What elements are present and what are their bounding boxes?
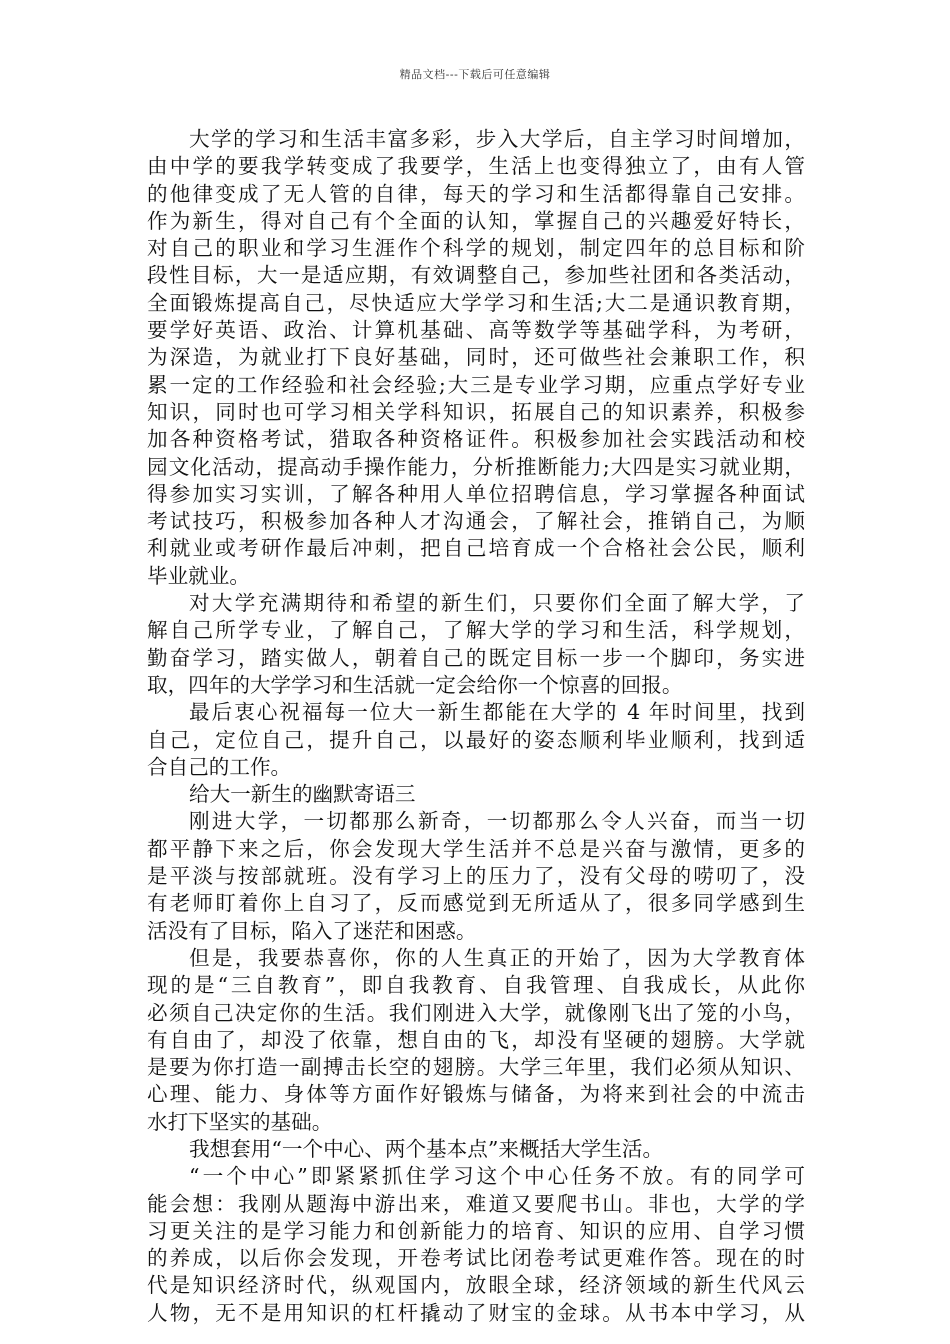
text-line: 现的是“三自教育”，即自我教育、自我管理、自我成长，从此你 [147, 973, 805, 998]
text-line: 解自己所学专业，了解自己，了解大学的学习和生活，科学规划， [147, 618, 805, 643]
text-line: 利就业或考研作最后冲刺，把自己培育成一个合格社会公民，顺利 [147, 536, 805, 561]
text-line: 勤奋学习，踏实做人，朝着自己的既定目标一步一个脚印，务实进 [147, 645, 805, 670]
text-line: 的他律变成了无人管的自律，每天的学习和生活都得靠自己安排。 [147, 181, 805, 206]
text-line: 加各种资格考试，猎取各种资格证件。积极参加社会实践活动和校 [147, 427, 805, 452]
text-line: 代是知识经济时代，纵观国内，放眼全球，经济领域的新生代风云 [147, 1273, 805, 1298]
text-line: 合自己的工作。 [147, 754, 292, 779]
text-line: 园文化活动，提高动手操作能力，分析推断能力;大四是实习就业期， [147, 454, 805, 479]
text-line: 给大一新生的幽默寄语三 [189, 782, 416, 807]
text-line: 考试技巧，积极参加各种人才沟通会，了解社会，推销自己，为顺 [147, 509, 805, 534]
text-line: “一个中心”即紧紧抓住学习这个中心任务不放。有的同学可 [189, 1164, 805, 1189]
paragraph [147, 781, 805, 808]
text-line: 活没有了目标，陷入了迷茫和困惑。 [147, 918, 477, 943]
paragraph [147, 590, 805, 699]
text-line: 刚进大学，一切都那么新奇，一切都那么令人兴奋，而当一切 [189, 809, 805, 834]
text-line: 要学好英语、政治、计算机基础、高等数学等基础学科，为考研， [147, 318, 805, 343]
text-line: 作为新生，得对自己有个全面的认知，掌握自己的兴趣爱好特长， [147, 208, 805, 233]
text-line: 都平静下来之后，你会发现大学生活并不总是兴奋与激情，更多的 [147, 836, 805, 861]
text-line: 能会想：我刚从题海中游出来，难道又要爬书山。非也，大学的学 [147, 1191, 805, 1216]
text-line: 的养成，以后你会发现，开卷考试比闭卷考试更难作答。现在的时 [147, 1246, 805, 1271]
paragraph [147, 1163, 805, 1327]
text-line: 毕业就业。 [147, 563, 250, 588]
page-header: 精品文档---下载后可任意编辑 [399, 68, 551, 81]
text-line: 知识，同时也可学习相关学科知识，拓展自己的知识素养，积极参 [147, 399, 805, 424]
text-line: 由中学的要我学转变成了我要学，生活上也变得独立了，由有人管 [147, 154, 805, 179]
paragraph [147, 945, 805, 1136]
text-line: 必须自己决定你的生活。我们刚进入大学，就像刚飞出了笼的小鸟， [147, 1000, 805, 1025]
text-line: 得参加实习实训，了解各种用人单位招聘信息，学习掌握各种面试 [147, 481, 805, 506]
text-line: 是要为你打造一副搏击长空的翅膀。大学三年里，我们必须从知识、 [147, 1055, 805, 1080]
text-line: 对自己的职业和学习生涯作个科学的规划，制定四年的总目标和阶 [147, 236, 805, 261]
text-line: 有老师盯着你上自习了，反而感觉到无所适从了，很多同学感到生 [147, 891, 805, 916]
text-line: 最后衷心祝福每一位大一新生都能在大学的 4 年时间里，找到 [189, 700, 805, 725]
text-line: 为深造，为就业打下良好基础，同时，还可做些社会兼职工作，积 [147, 345, 805, 370]
text-line: 人物，无不是用知识的杠杆撬动了财宝的金球。从书本中学习，从 [147, 1300, 805, 1325]
text-line: 习更关注的是学习能力和创新能力的培育、知识的应用、自学习惯 [147, 1218, 805, 1243]
document-body [147, 126, 805, 1327]
text-line: 水打下坚实的基础。 [147, 1109, 333, 1134]
paragraph [147, 808, 805, 944]
text-line: 累一定的工作经验和社会经验;大三是专业学习期，应重点学好专业 [147, 372, 805, 397]
text-line: 全面锻炼提高自己，尽快适应大学学习和生活;大二是通识教育期， [147, 290, 805, 315]
text-line: 对大学充满期待和希望的新生们，只要你们全面了解大学，了 [189, 591, 805, 616]
text-line: 有自由了，却没了依靠，想自由的飞，却没有坚硬的翅膀。大学就 [147, 1027, 805, 1052]
text-line: 取，四年的大学学习和生活就一定会给你一个惊喜的回报。 [147, 672, 683, 697]
text-line: 我想套用“一个中心、两个基本点”来概括大学生活。 [189, 1136, 664, 1161]
text-line: 自己，定位自己，提升自己，以最好的姿态顺利毕业顺利，找到适 [147, 727, 805, 752]
text-line: 是平淡与按部就班。没有学习上的压力了，没有父母的唠叨了，没 [147, 864, 805, 889]
paragraph [147, 1136, 805, 1163]
text-line: 心理、能力、身体等方面作好锻炼与储备，为将来到社会的中流击 [147, 1082, 805, 1107]
text-line: 但是，我要恭喜你，你的人生真正的开始了，因为大学教育体 [189, 945, 805, 970]
paragraph [147, 699, 805, 781]
text-line: 段性目标，大一是适应期，有效调整自己，参加些社团和各类活动， [147, 263, 805, 288]
text-line: 大学的学习和生活丰富多彩，步入大学后，自主学习时间增加， [189, 127, 805, 151]
paragraph [147, 126, 805, 590]
